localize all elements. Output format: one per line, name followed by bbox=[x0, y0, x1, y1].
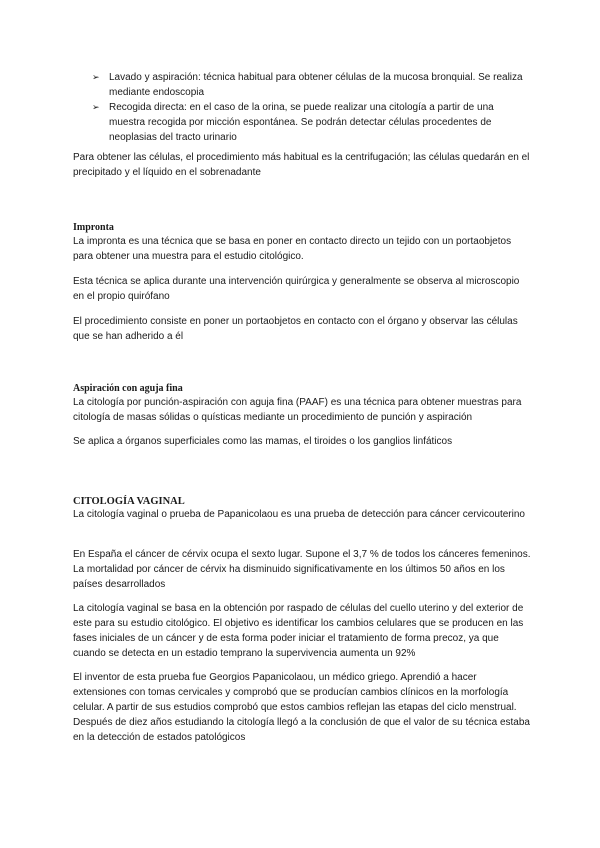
section-heading-aspiracion: Aspiración con aguja fina bbox=[73, 383, 183, 394]
section-heading-citologia-vaginal: CITOLOGÍA VAGINAL bbox=[73, 496, 185, 507]
paragraph: La citología vaginal o prueba de Papanicolaou es una prueba de detección para cáncer cervicouterino bbox=[73, 509, 525, 520]
list-item bbox=[92, 70, 532, 100]
paragraph: El inventor de esta prueba fue Georgios Papanicolaou, un médico griego. Aprendió a hacer extensiones con tomas cervicales y comprobó que se producían cambios clínicos en la morfología celular. A partir de sus estudios comprobó que estos cambios reflejan las etapas del ciclo menstrual. Después de diez años estudiando la citología llegó a la conclusión de que el valor de su técnica estaba en la detección de estados patológicos bbox=[73, 672, 530, 743]
sample-methods-list bbox=[92, 70, 532, 145]
list-item bbox=[92, 100, 532, 145]
paragraph: Se aplica a órganos superficiales como las mamas, el tiroides o los ganglios linfáticos bbox=[73, 436, 453, 447]
section-heading-impronta: Impronta bbox=[73, 222, 114, 233]
paragraph: La impronta es una técnica que se basa en poner en contacto directo un tejido con un portaobjetos para obtener una muestra para el estudio citológico. bbox=[73, 236, 512, 262]
arrow-bullet-icon: ➢ bbox=[92, 72, 100, 82]
paragraph-centrifugacion: Para obtener las células, el procedimiento más habitual es la centrifugación; las células quedarán en el precipitado y el líquido en el sobrenadante bbox=[73, 152, 530, 178]
paragraph: La citología vaginal se basa en la obtención por raspado de células del cuello uterino y del exterior de este para su estudio citológico. El objetivo es identificar los cambios celulares que se producen en las fases iniciales de un cáncer y de esta forma poder iniciar el tratamiento de forma precoz, ya que cuando se detecta en un estadio temprano la supervivencia aumenta un 92% bbox=[73, 603, 524, 659]
paragraph: En España el cáncer de cérvix ocupa el sexto lugar. Supone el 3,7 % de todos los cánceres femeninos. La mortalidad por cáncer de cérvix ha disminuido significativamente en los últimos 50 años en los países desarrollados bbox=[73, 549, 531, 590]
list-item-text: Lavado y aspiración: técnica habitual para obtener células de la mucosa bronquial. Se realiza mediante endoscopia bbox=[109, 72, 523, 98]
paragraph: Esta técnica se aplica durante una intervención quirúrgica y generalmente se observa al microscopio en el propio quirófano bbox=[73, 276, 520, 302]
paragraph: La citología por punción-aspiración con aguja fina (PAAF) es una técnica para obtener muestras para citología de masas sólidas o quísticas mediante un procedimiento de punción y aspiración bbox=[73, 397, 522, 423]
list-item-text: Recogida directa: en el caso de la orina, se puede realizar una citología a partir de una muestra recogida por micción espontánea. Se podrán detectar células procedentes de neoplasias del tracto urinario bbox=[109, 102, 494, 143]
arrow-bullet-icon: ➢ bbox=[92, 102, 100, 112]
paragraph: El procedimiento consiste en poner un portaobjetos en contacto con el órgano y observar las células que se han adherido a él bbox=[73, 316, 518, 342]
